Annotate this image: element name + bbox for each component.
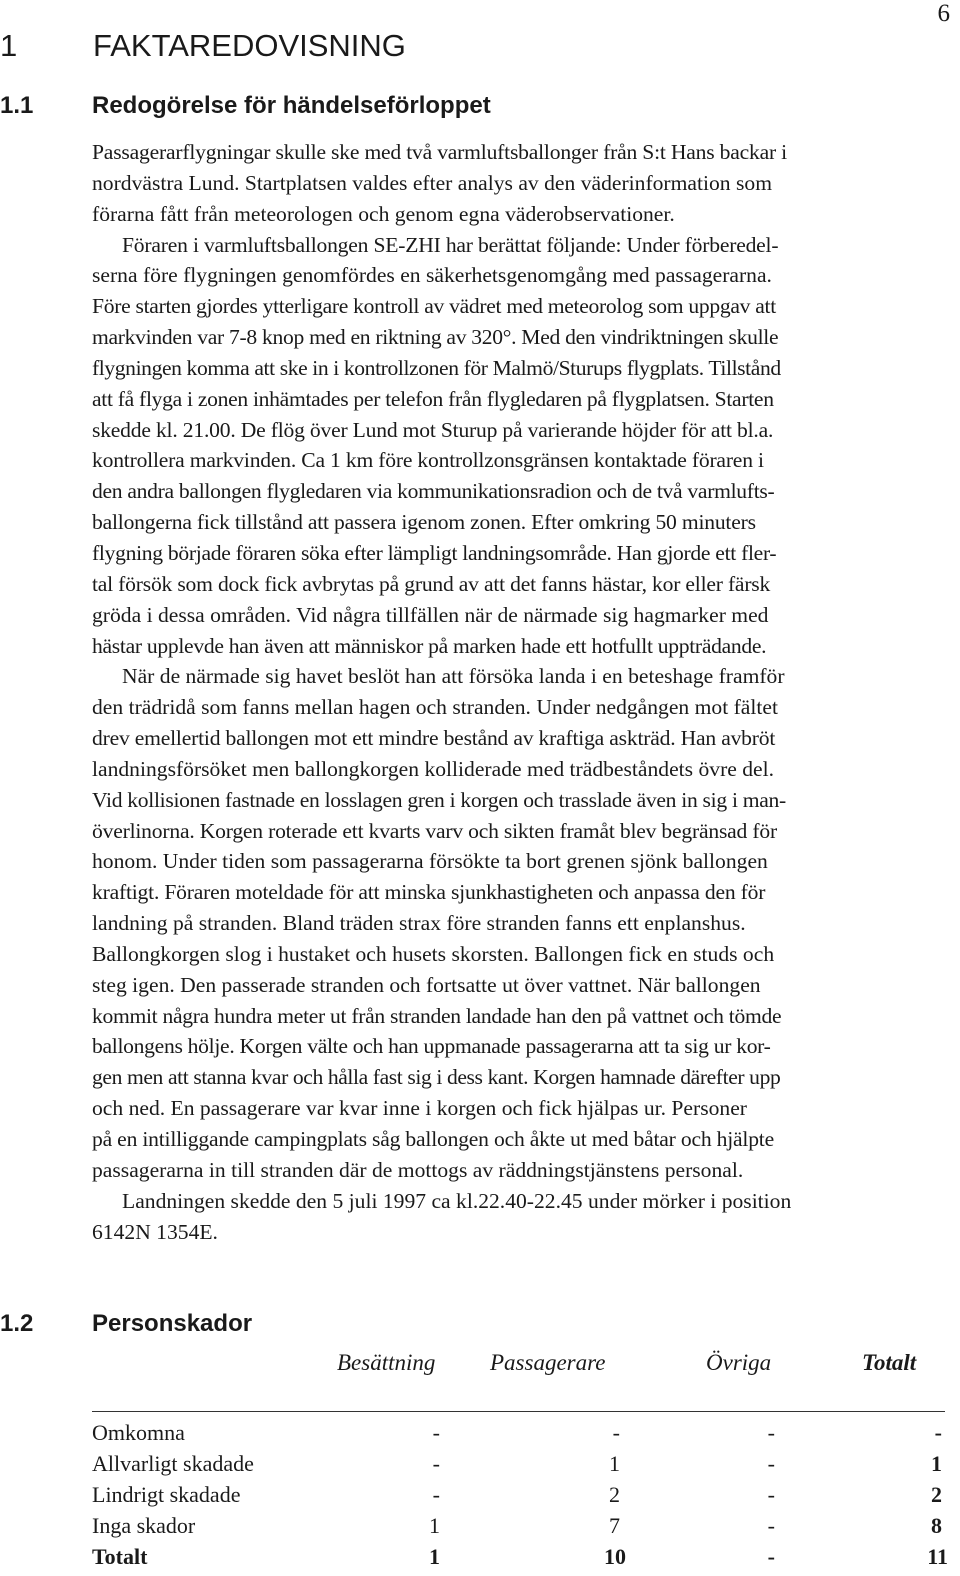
cell-others: - — [767, 1482, 775, 1507]
cell-passengers: - — [612, 1420, 620, 1445]
text-line: serna före flygningen genomfördes en säkerhetsgenomgång med passagerarna. — [92, 263, 772, 288]
table-row — [0, 1420, 960, 1451]
row-label: Allvarligt skadade — [92, 1451, 254, 1476]
row-label: Totalt — [92, 1544, 148, 1569]
column-header-total: Totalt — [862, 1350, 917, 1375]
page-number: 6 — [937, 0, 950, 27]
column-header-passengers: Passagerare — [490, 1350, 606, 1375]
text-line: gen men att stanna kvar och hålla fast sig i dess kant. Korgen hamnade därefter upp — [92, 1065, 781, 1090]
text-line: den trädridå som fanns mellan hagen och stranden. Under nedgången mot fältet — [92, 695, 778, 720]
section-number: 1.1 — [0, 92, 34, 119]
cell-crew: - — [432, 1420, 440, 1445]
text-line: När de närmade sig havet beslöt han att försöka landa i en beteshage framför — [122, 664, 785, 689]
text-line: flygningen komma att ske in i kontrollzonen för Malmö/Sturups flygplats. Tillstånd — [92, 355, 781, 380]
column-header-others: Övriga — [706, 1350, 772, 1375]
cell-others: - — [767, 1451, 775, 1476]
cell-total: 1 — [931, 1451, 942, 1476]
text-line: Ballongkorgen slog i hustaket och husets skorsten. Ballongen fick en studs och — [92, 941, 775, 966]
table-row-total — [0, 1544, 960, 1575]
text-line: 6142N 1354E. — [92, 1219, 218, 1244]
cell-total: 11 — [927, 1544, 948, 1569]
cell-total: - — [934, 1420, 942, 1445]
cell-crew: - — [432, 1451, 440, 1476]
cell-others: - — [767, 1420, 775, 1445]
table-row — [0, 1482, 960, 1513]
table-rule — [92, 1411, 945, 1412]
text-line: att få flyga i zonen inhämtades per telefon från flygledaren på flygplatsen. Starten — [92, 386, 774, 411]
text-line: drev emellertid ballongen mot ett mindre bestånd av kraftiga askträd. Han avbröt — [92, 726, 776, 751]
text-line: Före starten gjordes ytterligare kontroll av vädret med meteorolog som uppgav att — [92, 294, 776, 319]
text-line: Vid kollisionen fastnade en losslagen gren i korgen och trasslade även in sig i man- — [92, 787, 786, 812]
text-line: kraftigt. Föraren moteldade för att minska sjunkhastigheten och anpassa den för — [92, 880, 766, 905]
text-line: steg igen. Den passerade stranden och fortsatte ut över vattnet. När ballongen — [92, 972, 761, 997]
text-line: tal försök som dock fick avbrytas på grund av att det fanns hästar, kor eller färsk — [92, 571, 771, 596]
cell-passengers: 1 — [609, 1451, 620, 1476]
text-line: honom. Under tiden som passagerarna försökte ta bort grenen sjönk ballongen — [92, 849, 768, 874]
section-number: 1 — [0, 28, 18, 63]
text-line: flygning började föraren söka efter lämpligt landningsområde. Han gjorde ett fler- — [92, 540, 777, 565]
text-line: kommit några hundra meter ut från stranden landade han den på vattnet och tömde — [92, 1003, 782, 1028]
cell-passengers: 10 — [604, 1544, 626, 1569]
text-line: skedde kl. 21.00. De flög över Lund mot Sturup på varierande höjder för att bl.a. — [92, 417, 774, 442]
column-header-crew: Besättning — [337, 1350, 436, 1375]
text-line: ballongens hölje. Korgen välte och han uppmanade passagerarna att ta sig ur kor- — [92, 1034, 771, 1059]
cell-total: 8 — [931, 1513, 942, 1538]
cell-others: - — [767, 1513, 775, 1538]
text-line: Föraren i varmluftsballongen SE-ZHI har berättat följande: Under förberedel- — [122, 232, 779, 257]
cell-crew: - — [432, 1482, 440, 1507]
cell-crew: 1 — [429, 1544, 440, 1569]
text-line: ballongerna fick tillstånd att passera igenom zonen. Efter omkring 50 minuters — [92, 510, 756, 535]
text-line: och ned. En passagerare var kvar inne i korgen och fick hjälpas ur. Personer — [92, 1096, 747, 1121]
row-label: Inga skador — [92, 1513, 196, 1538]
text-line: landning på stranden. Bland träden strax före stranden fanns ett enplanshus. — [92, 911, 746, 936]
body-text — [92, 137, 957, 1247]
text-line: Landningen skedde den 5 juli 1997 ca kl.22.40-22.45 under mörker i position — [122, 1188, 792, 1213]
cell-total: 2 — [931, 1482, 942, 1507]
section-title: Redogörelse för händelseförloppet — [92, 92, 491, 119]
section-number: 1.2 — [0, 1310, 34, 1337]
text-line: den andra ballongen flygledaren via kommunikationsradion och de två varmlufts- — [92, 479, 775, 504]
section-title: FAKTAREDOVISNING — [93, 28, 406, 63]
text-line: passagerarna in till stranden där de mottogs av räddningstjänstens personal. — [92, 1157, 744, 1182]
cell-crew: 1 — [429, 1513, 440, 1538]
text-line: landningsförsöket men ballongkorgen kolliderade med trädbeståndets övre del. — [92, 756, 775, 781]
text-line: nordvästra Lund. Startplatsen valdes efter analys av den väderinformation som — [92, 170, 772, 195]
row-label: Omkomna — [92, 1420, 185, 1445]
text-line: markvinden var 7-8 knop med en riktning av 320°. Med den vindriktningen skulle — [92, 325, 779, 350]
text-line: på en intilliggande campingplats såg ballongen och åkte ut med båtar och hjälpte — [92, 1127, 774, 1151]
cell-passengers: 2 — [609, 1482, 620, 1507]
text-line: Passagerarflygningar skulle ske med två varmluftsballonger från S:t Hans backar i — [92, 140, 787, 164]
text-line: gröda i dessa områden. Vid några tillfällen när de närmade sig hagmarker med — [92, 602, 769, 627]
cell-others: - — [767, 1544, 775, 1569]
text-line: överlinorna. Korgen roterade ett kvarts varv och sikten framåt blev begränsad för — [92, 818, 777, 843]
table-row — [0, 1513, 960, 1544]
row-label: Lindrigt skadade — [92, 1482, 241, 1507]
cell-passengers: 7 — [609, 1513, 620, 1538]
text-line: förarna fått från meteorologen och genom egna väderobservationer. — [92, 201, 675, 226]
text-line: hästar upplevde han även att människor på marken hade ett hotfullt uppträdande. — [92, 633, 767, 658]
table-row — [0, 1451, 960, 1482]
text-line: kontrollera markvinden. Ca 1 km före kontrollzonsgränsen kontaktade föraren i — [92, 448, 764, 473]
section-title: Personskador — [92, 1310, 253, 1337]
